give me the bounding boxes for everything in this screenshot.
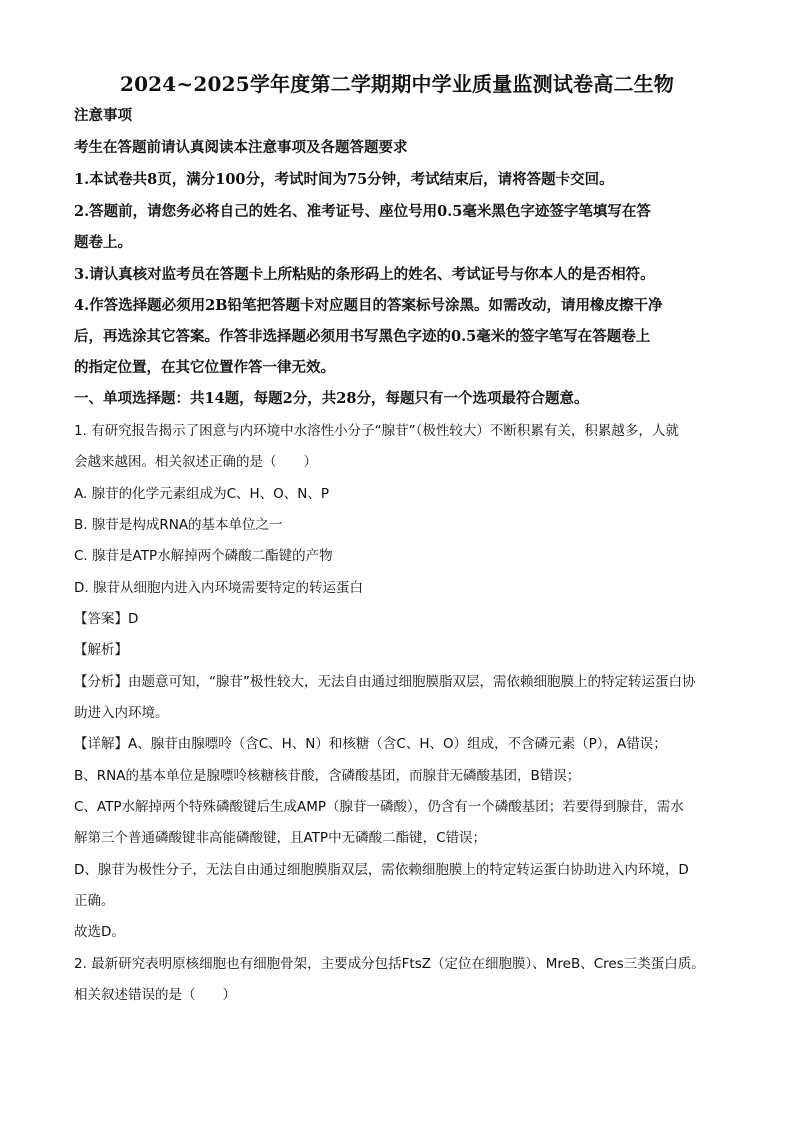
q1-answer: 【答案】D [74,611,139,627]
notice-item-4-line-1: 4.作答选择题必须用2B铅笔把答题卡对应题目的答案标号涂黑。如需改动，请用橡皮擦干净 [74,297,663,314]
q1-conclusion: 故选D。 [74,924,125,940]
notice-item-2-line-1: 2.答题前，请您务必将自己的姓名、准考证号、座位号用0.5毫米黑色字迹签字笔填写在答 [74,203,651,220]
notice-item-2-line-2: 题卷上。 [74,234,132,251]
q1-detail-line-6: 正确。 [74,893,115,909]
q1-stem-line-2: 会越来越困。相关叙述正确的是（ ） [74,454,317,470]
notice-heading: 注意事项 [74,107,132,124]
q1-detail-line-5: D、腺苷为极性分子，无法自由通过细胞膜脂双层，需依赖细胞膜上的特定转运蛋白协助进入内环境，D [74,862,689,878]
notice-item-4-line-3: 的指定位置，在其它位置作答一律无效。 [74,359,335,376]
q1-option-b: B. 腺苷是构成RNA的基本单位之一 [74,517,283,533]
q1-option-c: C. 腺苷是ATP水解掉两个磷酸二酯键的产物 [74,548,333,564]
q1-detail-line-1: 【详解】A、腺苷由腺嘌呤（含C、H、N）和核糖（含C、H、O）组成，不含磷元素（P），A错误； [74,736,667,752]
page-title: 2024~2025学年度第二学期期中学业质量监测试卷高二生物 [119,72,675,96]
notice-item-1: 1.本试卷共8页，满分100分，考试时间为75分钟，考试结束后，请将答题卡交回。 [74,171,614,188]
notice-intro: 考生在答题前请认真阅读本注意事项及各题答题要求 [74,139,408,156]
q2-stem-line-1: 2. 最新研究表明原核细胞也有细胞骨架，主要成分包括FtsZ（定位在细胞膜）、MreB、Cres三类蛋白质。 [74,956,705,972]
q1-fenxi-line-2: 助进入内环境。 [74,705,169,721]
section-heading: 一、单项选择题：共14题，每题2分，共28分，每题只有一个选项最符合题意。 [74,390,589,407]
q1-analysis-tag: 【解析】 [74,642,128,658]
q1-stem-line-1: 1. 有研究报告揭示了困意与内环境中水溶性小分子“腺苷”（极性较大）不断积累有关，积累越多，人就 [74,423,679,439]
q1-detail-line-4: 解第三个普通磷酸键非高能磷酸键，且ATP中无磷酸二酯键，C错误； [74,830,486,846]
q1-detail-line-2: B、RNA的基本单位是腺嘌呤核糖核苷酸，含磷酸基团，而腺苷无磷酸基团，B错误； [74,768,581,784]
q1-option-a: A. 腺苷的化学元素组成为C、H、O、N、P [74,486,330,502]
q1-option-d: D. 腺苷从细胞内进入内环境需要特定的转运蛋白 [74,580,363,596]
q2-stem-line-2: 相关叙述错误的是（ ） [74,987,236,1003]
notice-item-3: 3.请认真核对监考员在答题卡上所粘贴的条形码上的姓名、考试证号与你本人的是否相符。 [74,266,655,283]
q1-fenxi-line-1: 【分析】由题意可知，“腺苷”极性较大，无法自由通过细胞膜脂双层，需依赖细胞膜上的特定转运蛋白协 [74,674,696,690]
notice-item-4-line-2: 后，再选涂其它答案。作答非选择题必须用书写黑色字迹的0.5毫米的签字笔写在答题卷上 [74,328,651,345]
q1-detail-line-3: C、ATP水解掉两个特殊磷酸键后生成AMP（腺苷一磷酸），仍含有一个磷酸基团；若要得到腺苷，需水 [74,799,684,815]
